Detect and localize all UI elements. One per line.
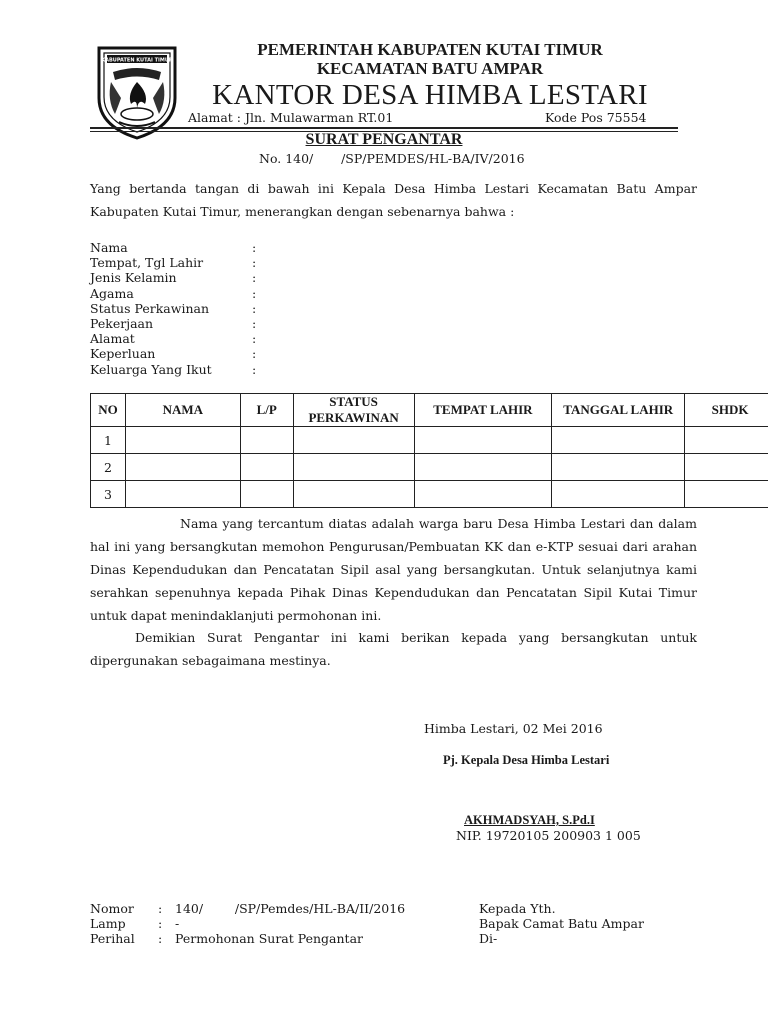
table-cell — [125, 454, 240, 481]
field-colon: : — [252, 255, 257, 270]
footer-addressee-3: Di- — [479, 931, 498, 946]
letter-number: No. 140/ /SP/PEMDES/HL-BA/IV/2016 — [259, 151, 525, 166]
field-colon: : — [252, 240, 257, 255]
field-label: Keluarga Yang Ikut — [90, 362, 212, 377]
field-colon: : — [252, 362, 257, 377]
field-label: Jenis Kelamin — [90, 270, 177, 285]
footer-perihal-value: Permohonan Surat Pengantar — [175, 931, 363, 946]
table-cell — [125, 481, 240, 508]
signature-position: Pj. Kepala Desa Himba Lestari — [443, 753, 610, 767]
table-cell — [685, 427, 768, 454]
col-header-gender: L/P — [240, 394, 293, 427]
body-paragraph-2: Demikian Surat Pengantar ini kami berikan kepada yang bersangkutan untuk dipergunakan sebagaimana mestinya. — [90, 630, 697, 668]
col-header-shdk: SHDK — [685, 394, 768, 427]
footer-colon: : — [158, 901, 163, 916]
footer-nomor-value: 140/ /SP/Pemdes/HL-BA/II/2016 — [175, 901, 406, 916]
footer-colon: : — [158, 931, 163, 946]
footer-addressee-1: Kepada Yth. — [479, 901, 556, 916]
col-header-birthplace: TEMPAT LAHIR — [414, 394, 552, 427]
row-number: 3 — [91, 481, 126, 508]
header-address: Alamat : Jln. Mulawarman RT.01 — [188, 110, 394, 125]
col-header-marital-status: STATUS PERKAWINAN — [293, 394, 414, 427]
field-label: Nama — [90, 240, 128, 255]
signature-name: AKHMADSYAH, S.Pd.I — [464, 813, 595, 827]
table-cell — [293, 481, 414, 508]
header-postcode: Kode Pos 75554 — [545, 110, 647, 125]
signature-place-date: Himba Lestari, 02 Mei 2016 — [424, 721, 603, 736]
family-table — [90, 393, 768, 508]
header-rule-thick — [90, 127, 678, 129]
table-cell — [240, 454, 293, 481]
field-colon: : — [252, 301, 257, 316]
table-cell — [414, 454, 552, 481]
footer-addressee-2: Bapak Camat Batu Ampar — [479, 916, 644, 931]
footer-colon: : — [158, 916, 163, 931]
table-cell — [125, 427, 240, 454]
body-paragraph-1: Nama yang tercantum diatas adalah warga baru Desa Himba Lestari dan dalam hal ini yang bersangkutan memohon Pengurusan/Pembuatan KK dan e-KTP sesuai dari arahan Dinas Kependudukan dan Pencatatan Sipil asal yang bersangkutan. Untuk selanjutnya kami serahkan sepenuhnya kepada Pihak Dinas Kependudukan dan Pencatatan Sipil Kutai Timur untuk dapat menindaklanjuti permohonan ini. — [90, 516, 697, 623]
footer-lamp-value: - — [175, 916, 180, 931]
field-label: Keperluan — [90, 346, 156, 361]
field-label: Agama — [90, 286, 134, 301]
field-colon: : — [252, 331, 257, 346]
table-cell — [240, 481, 293, 508]
footer-nomor-label: Nomor — [90, 901, 134, 916]
regency-crest-icon — [93, 42, 181, 140]
header-office: KANTOR DESA HIMBA LESTARI — [212, 79, 648, 111]
field-label: Tempat, Tgl Lahir — [90, 255, 204, 270]
footer-lamp-label: Lamp — [90, 916, 126, 931]
table-cell — [240, 427, 293, 454]
footer-perihal-label: Perihal — [90, 931, 135, 946]
field-label: Status Perkawinan — [90, 301, 210, 316]
row-number: 2 — [91, 454, 126, 481]
letter-title: SURAT PENGANTAR — [305, 131, 463, 148]
col-header-birthdate: TANGGAL LAHIR — [552, 394, 685, 427]
table-cell — [552, 481, 685, 508]
table-cell — [552, 427, 685, 454]
field-colon: : — [252, 286, 257, 301]
table-cell — [685, 481, 768, 508]
table-row — [91, 481, 768, 508]
table-cell — [552, 454, 685, 481]
field-label: Alamat — [90, 331, 135, 346]
table-cell — [414, 481, 552, 508]
table-row — [91, 427, 768, 454]
field-colon: : — [252, 270, 257, 285]
table-cell — [293, 427, 414, 454]
field-colon: : — [252, 316, 257, 331]
table-cell — [414, 427, 552, 454]
field-colon: : — [252, 346, 257, 361]
table-cell — [293, 454, 414, 481]
crest-lettering: KABUPATEN KUTAI TIMUR — [101, 57, 173, 64]
table-header-row — [91, 394, 768, 427]
field-label: Pekerjaan — [90, 316, 154, 331]
header-government: PEMERINTAH KABUPATEN KUTAI TIMUR — [257, 40, 603, 59]
table-row — [91, 454, 768, 481]
table-cell — [685, 454, 768, 481]
signature-nip: NIP. 19720105 200903 1 005 — [456, 828, 641, 843]
header-district: KECAMATAN BATU AMPAR — [316, 59, 544, 78]
col-header-name: NAMA — [125, 394, 240, 427]
col-header-no: NO — [91, 394, 126, 427]
row-number: 1 — [91, 427, 126, 454]
intro-paragraph: Yang bertanda tangan di bawah ini Kepala Desa Himba Lestari Kecamatan Batu Ampar Kabupaten Kutai Timur, menerangkan dengan sebenarnya bahwa : — [90, 181, 697, 219]
